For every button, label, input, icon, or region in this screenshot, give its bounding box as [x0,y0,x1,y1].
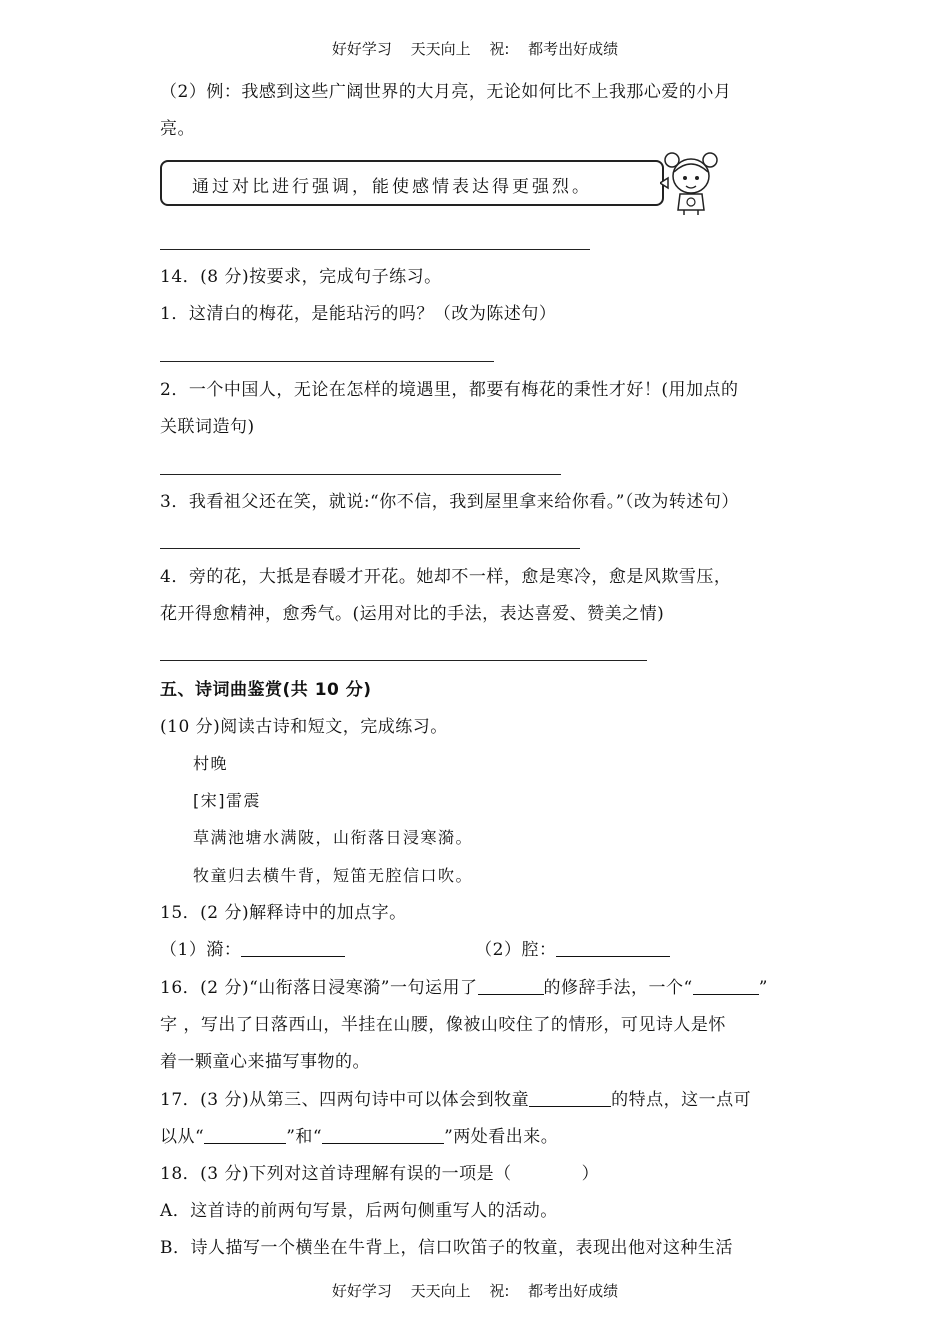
q17-text: 17．(3 分)从第三、四两句诗中可以体会到牧童 [160,1090,530,1110]
cartoon-girl-icon [660,150,722,216]
poem-author: [宋]雷震 [193,791,261,810]
speech-bubble-text: 通过对比进行强调，能使感情表达得更强烈。 [192,177,592,197]
page-footer: 好好学习 天天向上 祝: 都考出好成绩 [331,1282,619,1300]
q18-option-b[interactable]: B．诗人描写一个横坐在牛背上，信口吹笛子的牧童，表现出他对这种生活 [160,1238,733,1258]
page-header: 好好学习 天天向上 祝: 都考出好成绩 [331,40,619,58]
poem-title: 村晚 [193,754,229,773]
poem-line-1: 草满池塘水满陂，山衔落日浸寒漪。 [193,828,474,847]
q18-option-a[interactable]: A．这首诗的前两句写景，后两句侧重写人的活动。 [160,1201,558,1221]
q16-text: ” [758,978,768,998]
q16-text: 的修辞手法，一个“ [543,978,693,998]
q17-line-2 [160,1125,558,1149]
speech-bubble [160,160,664,206]
q15-label-b: （2）腔： [475,940,557,960]
section-5-title: 五、诗词曲鉴赏(共 10 分) [160,680,372,700]
q14-title: 14．(8 分)按要求，完成句子练习。 [160,267,442,287]
q17-line-1 [160,1088,751,1112]
q18-title: 18．(3 分)下列对这首诗理解有误的一项是（ ） [160,1164,600,1184]
q15-label-a: （1）漪： [160,940,242,960]
blank-field[interactable] [529,1088,611,1107]
answer-line[interactable] [160,548,580,549]
blank-field[interactable] [241,938,345,957]
q16-line-1 [160,976,768,1000]
answer-line[interactable] [160,249,590,250]
answer-line[interactable] [160,660,647,661]
blank-field[interactable] [556,938,670,957]
q15-title: 15．(2 分)解释诗中的加点字。 [160,903,407,923]
q16-line-2: 字 ，写出了日落西山，半挂在山腰，像被山咬住了的情形，可见诗人是怀 [160,1015,726,1035]
q14-sentence-3: 3．我看祖父还在笑，就说:“你不信，我到屋里拿来给你看。”（改为转述句） [160,492,739,512]
q17-text: ”两处看出来。 [444,1127,559,1147]
q14-sentence-2a: 2．一个中国人，无论在怎样的境遇里，都要有梅花的秉性才好！(用加点的 [160,380,739,400]
q17-text: ”和“ [286,1127,323,1147]
q14-sentence-4b: 花开得愈精神，愈秀气。(运用对比的手法，表达喜爱、赞美之情) [160,604,665,624]
q17-text: 的特点，这一点可 [611,1090,752,1110]
poem-line-2: 牧童归去横牛背，短笛无腔信口吹。 [193,866,474,885]
q16-text: 16．(2 分)“山衔落日浸寒漪”一句运用了 [160,978,478,998]
blank-field[interactable] [322,1125,444,1144]
answer-line[interactable] [160,474,561,475]
section-5-intro: (10 分)阅读古诗和短文，完成练习。 [160,717,448,737]
q15-answers [160,938,670,962]
example-line-2: 亮。 [160,119,195,139]
q14-sentence-4a: 4．旁的花，大抵是春暖才开花。她却不一样，愈是寒冷，愈是风欺雪压， [160,567,732,587]
q14-sentence-2b: 关联词造句) [160,417,255,437]
blank-field[interactable] [204,1125,286,1144]
blank-field[interactable] [693,976,759,995]
q14-sentence-1: 1．这清白的梅花，是能玷污的吗？（改为陈述句） [160,304,557,324]
example-line-1: （2）例：我感到这些广阔世界的大月亮，无论如何比不上我那心爱的小月 [160,82,732,102]
answer-line[interactable] [160,361,494,362]
q17-text: 以从“ [160,1127,205,1147]
blank-field[interactable] [478,976,544,995]
q16-line-3: 着一颗童心来描写事物的。 [160,1052,370,1072]
